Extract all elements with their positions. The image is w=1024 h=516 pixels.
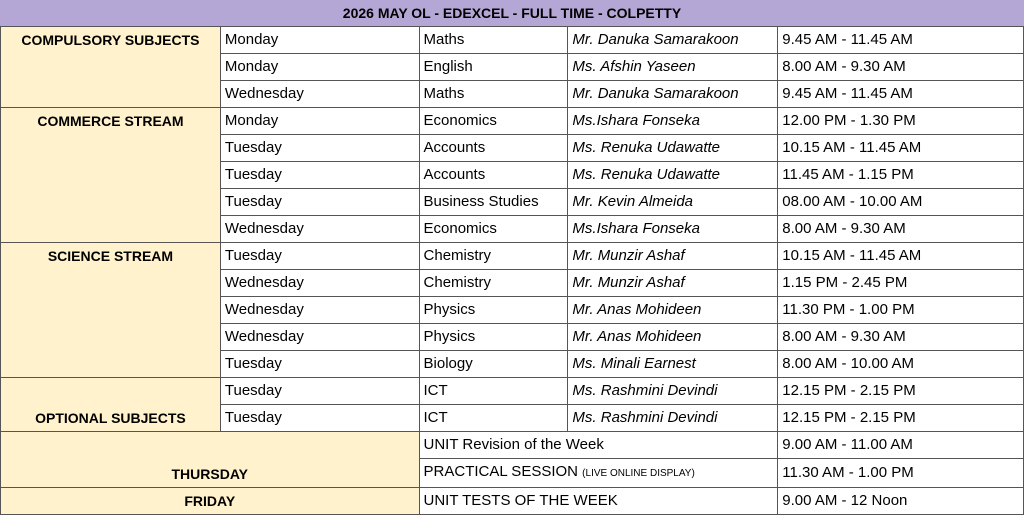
time-cell: 11.30 AM - 1.00 PM bbox=[778, 459, 1024, 488]
subject-cell: Business Studies bbox=[419, 189, 568, 216]
teacher-cell: Ms.Ishara Fonseka bbox=[568, 216, 778, 243]
time-cell: 10.15 AM - 11.45 AM bbox=[778, 135, 1024, 162]
teacher-cell: Ms. Rashmini Devindi bbox=[568, 378, 778, 405]
group-commerce: COMMERCE STREAM bbox=[1, 108, 221, 243]
teacher-cell: Ms. Rashmini Devindi bbox=[568, 405, 778, 432]
day-cell: Tuesday bbox=[220, 189, 419, 216]
table-row bbox=[1, 108, 1024, 135]
teacher-cell: Mr. Kevin Almeida bbox=[568, 189, 778, 216]
time-cell: 9.00 AM - 12 Noon bbox=[778, 488, 1024, 515]
day-cell: Wednesday bbox=[220, 216, 419, 243]
subject-cell: ICT bbox=[419, 405, 568, 432]
time-cell: 1.15 PM - 2.45 PM bbox=[778, 270, 1024, 297]
day-cell: Tuesday bbox=[220, 162, 419, 189]
practical-session-label: PRACTICAL SESSION bbox=[423, 463, 578, 480]
group-science: SCIENCE STREAM bbox=[1, 243, 221, 378]
table-row bbox=[1, 243, 1024, 270]
timetable-grid bbox=[0, 26, 1024, 515]
teacher-cell: Ms. Minali Earnest bbox=[568, 351, 778, 378]
table-row bbox=[1, 432, 1024, 459]
day-cell: Wednesday bbox=[220, 270, 419, 297]
time-cell: 11.30 PM - 1.00 PM bbox=[778, 297, 1024, 324]
subject-cell: Chemistry bbox=[419, 243, 568, 270]
time-cell: 12.15 PM - 2.15 PM bbox=[778, 405, 1024, 432]
time-cell: 12.00 PM - 1.30 PM bbox=[778, 108, 1024, 135]
subject-cell: Maths bbox=[419, 27, 568, 54]
time-cell: 9.45 AM - 11.45 AM bbox=[778, 27, 1024, 54]
timetable-body bbox=[1, 27, 1024, 515]
table-row bbox=[1, 27, 1024, 54]
unit-revision-cell: UNIT Revision of the Week bbox=[419, 432, 778, 459]
day-cell: Wednesday bbox=[220, 297, 419, 324]
day-cell: Monday bbox=[220, 27, 419, 54]
subject-cell: Physics bbox=[419, 297, 568, 324]
time-cell: 11.45 AM - 1.15 PM bbox=[778, 162, 1024, 189]
teacher-cell: Mr. Danuka Samarakoon bbox=[568, 27, 778, 54]
day-cell: Wednesday bbox=[220, 324, 419, 351]
day-cell: Monday bbox=[220, 108, 419, 135]
time-cell: 9.00 AM - 11.00 AM bbox=[778, 432, 1024, 459]
group-optional: OPTIONAL SUBJECTS bbox=[1, 378, 221, 432]
subject-cell: Chemistry bbox=[419, 270, 568, 297]
teacher-cell: Mr. Anas Mohideen bbox=[568, 324, 778, 351]
day-cell: Tuesday bbox=[220, 243, 419, 270]
subject-cell: Maths bbox=[419, 81, 568, 108]
time-cell: 12.15 PM - 2.15 PM bbox=[778, 378, 1024, 405]
subject-cell: Economics bbox=[419, 108, 568, 135]
teacher-cell: Ms. Renuka Udawatte bbox=[568, 162, 778, 189]
teacher-cell: Mr. Munzir Ashaf bbox=[568, 243, 778, 270]
teacher-cell: Mr. Danuka Samarakoon bbox=[568, 81, 778, 108]
teacher-cell: Mr. Anas Mohideen bbox=[568, 297, 778, 324]
time-cell: 8.00 AM - 9.30 AM bbox=[778, 54, 1024, 81]
table-row bbox=[1, 488, 1024, 515]
subject-cell: Accounts bbox=[419, 162, 568, 189]
unit-tests-cell: UNIT TESTS OF THE WEEK bbox=[419, 488, 778, 515]
sheet-title: 2026 MAY OL - EDEXCEL - FULL TIME - COLPETTY bbox=[0, 0, 1024, 27]
group-friday: FRIDAY bbox=[1, 488, 420, 515]
time-cell: 10.15 AM - 11.45 AM bbox=[778, 243, 1024, 270]
subject-cell: ICT bbox=[419, 378, 568, 405]
subject-cell: Physics bbox=[419, 324, 568, 351]
day-cell: Monday bbox=[220, 54, 419, 81]
day-cell: Tuesday bbox=[220, 378, 419, 405]
time-cell: 8.00 AM - 9.30 AM bbox=[778, 216, 1024, 243]
subject-cell: Accounts bbox=[419, 135, 568, 162]
day-cell: Tuesday bbox=[220, 351, 419, 378]
day-cell: Tuesday bbox=[220, 135, 419, 162]
day-cell: Wednesday bbox=[220, 81, 419, 108]
time-cell: 9.45 AM - 11.45 AM bbox=[778, 81, 1024, 108]
subject-cell: Economics bbox=[419, 216, 568, 243]
practical-session-cell bbox=[419, 459, 778, 488]
teacher-cell: Mr. Munzir Ashaf bbox=[568, 270, 778, 297]
group-thursday: THURSDAY bbox=[1, 432, 420, 488]
practical-session-note: (LIVE ONLINE DISPLAY) bbox=[582, 468, 695, 479]
teacher-cell: Ms. Renuka Udawatte bbox=[568, 135, 778, 162]
teacher-cell: Ms.Ishara Fonseka bbox=[568, 108, 778, 135]
group-compulsory: COMPULSORY SUBJECTS bbox=[1, 27, 221, 108]
day-cell: Tuesday bbox=[220, 405, 419, 432]
time-cell: 8.00 AM - 9.30 AM bbox=[778, 324, 1024, 351]
subject-cell: Biology bbox=[419, 351, 568, 378]
time-cell: 08.00 AM - 10.00 AM bbox=[778, 189, 1024, 216]
subject-cell: English bbox=[419, 54, 568, 81]
time-cell: 8.00 AM - 10.00 AM bbox=[778, 351, 1024, 378]
table-row bbox=[1, 378, 1024, 405]
teacher-cell: Ms. Afshin Yaseen bbox=[568, 54, 778, 81]
